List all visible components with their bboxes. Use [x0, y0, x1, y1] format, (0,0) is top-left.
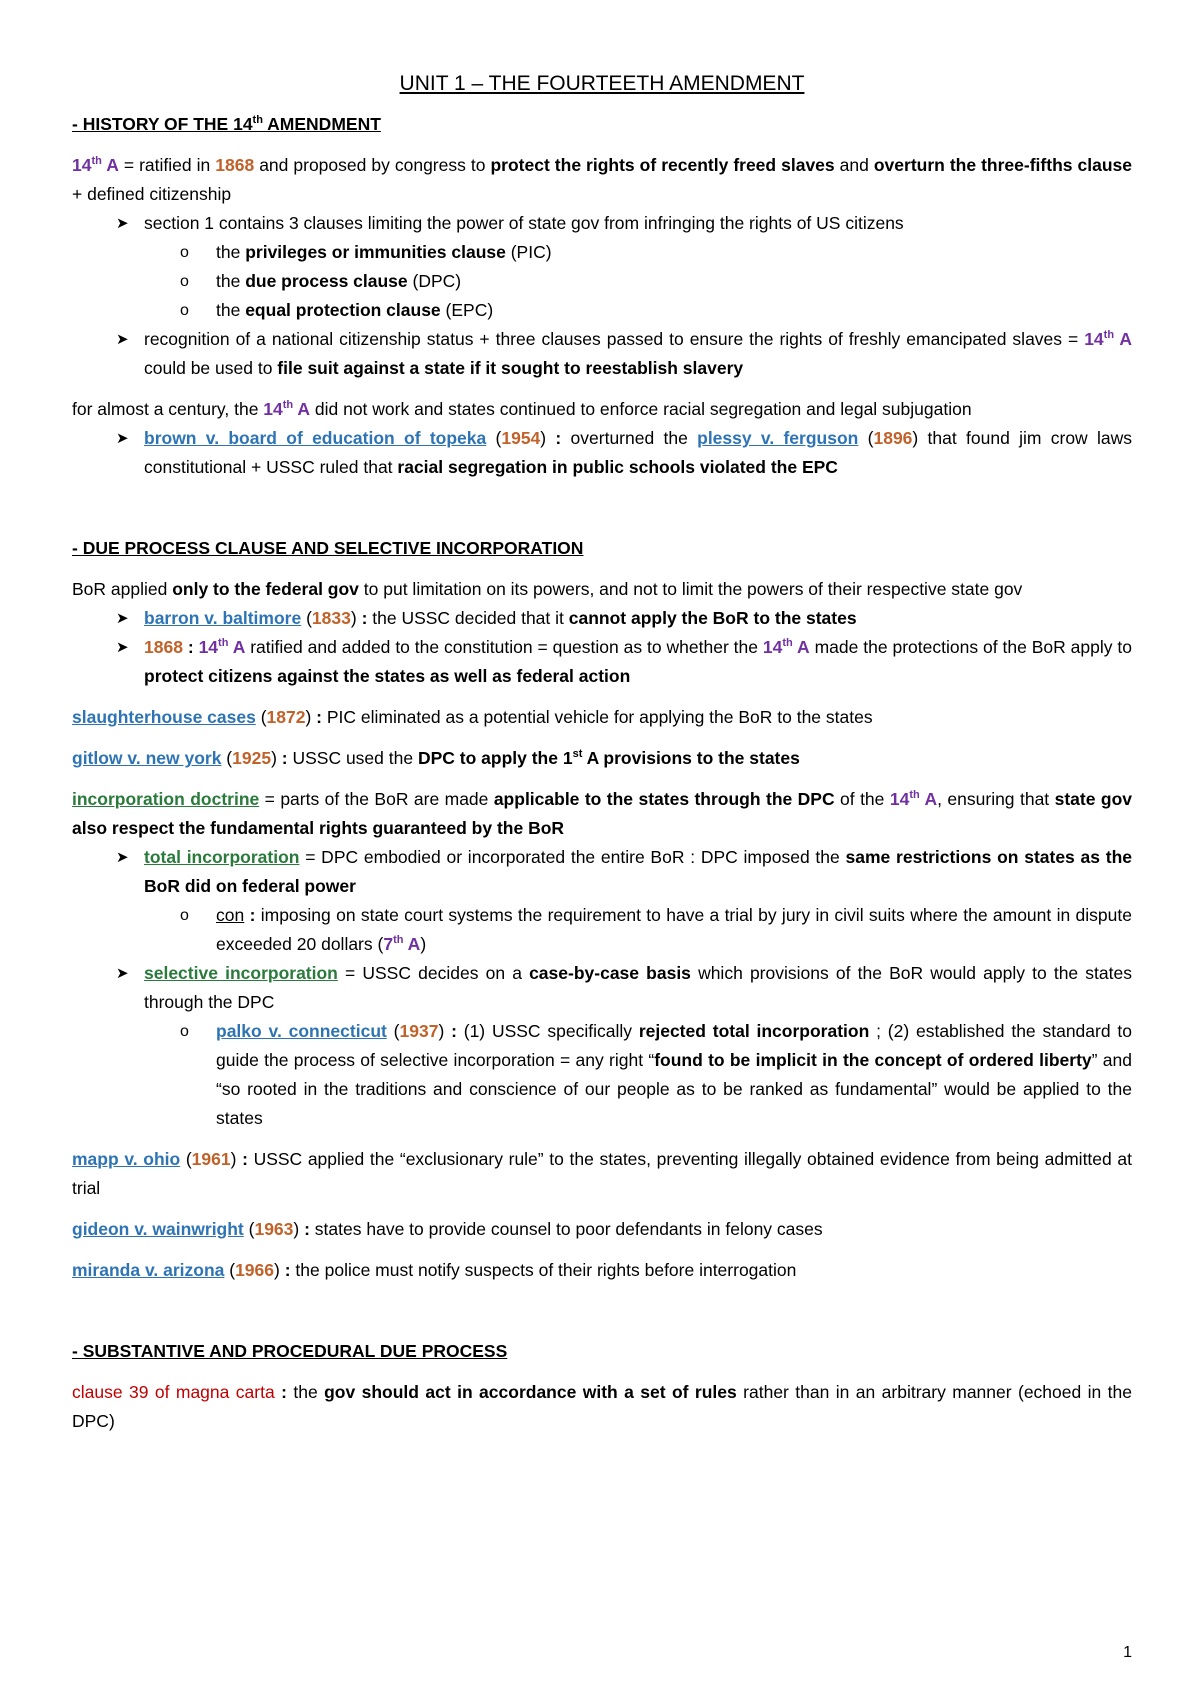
case-link[interactable]: barron v. baltimore: [144, 608, 302, 628]
case-link[interactable]: slaughterhouse cases: [72, 707, 256, 727]
arrow-bullet-icon: ➤: [116, 849, 129, 866]
circle-bullet-icon: o: [180, 907, 189, 924]
list-item: ➤ recognition of a national citizenship status + three clauses passed to ensure the rights of freshly emancipated slaves = 14th A could be used to file suit against a state if it sought to reestablish slavery: [144, 325, 1132, 383]
case-link[interactable]: gideon v. wainwright: [72, 1219, 244, 1239]
circle-bullet-icon: o: [180, 302, 189, 319]
doctrine-term[interactable]: incorporation doctrine: [72, 789, 260, 809]
list-item: ➤ barron v. baltimore (1833) : the USSC decided that it cannot apply the BoR to the states: [144, 604, 1132, 633]
list-item: ➤ 1868 : 14th A ratified and added to the constitution = question as to whether the 14th A made the protections of the BoR apply to protect citizens against the states as well as federal action: [144, 633, 1132, 691]
doctrine-term[interactable]: selective incorporation: [144, 963, 338, 983]
paragraph-incorporation: incorporation doctrine = parts of the BoR are made applicable to the states through the DPC of the 14th A, ensuring that state gov also respect the fundamental rights guaranteed by the BoR: [72, 789, 1132, 838]
page-number: 1: [1123, 1644, 1132, 1661]
case-link[interactable]: plessy v. ferguson: [697, 428, 859, 448]
arrow-bullet-icon: ➤: [116, 639, 129, 656]
paragraph-14th-intro: 14th A = ratified in 1868 and proposed by congress to protect the rights of recently freed slaves and overturn the three-fifths clause + defined citizenship: [72, 155, 1132, 204]
list-item: o palko v. connecticut (1937) : (1) USSC specifically rejected total incorporation ; (2) established the standard to guide the process of selective incorporation = any right “found to be implicit in the concept of ordered liberty” and “so rooted in the traditions and conscience of our people as to be ranked as fundamental” would be applied to the states: [216, 1017, 1132, 1133]
circle-bullet-icon: o: [180, 244, 189, 261]
doctrine-term[interactable]: total incorporation: [144, 847, 300, 867]
case-link[interactable]: brown v. board of education of topeka: [144, 428, 487, 448]
arrow-bullet-icon: ➤: [116, 610, 129, 627]
paragraph-century: for almost a century, the 14th A did not work and states continued to enforce racial segregation and legal subjugation: [72, 399, 972, 419]
case-link[interactable]: mapp v. ohio: [72, 1149, 181, 1169]
document-page: [72, 72, 1132, 1448]
section-heading-due-process: - DUE PROCESS CLAUSE AND SELECTIVE INCORPORATION: [72, 538, 584, 558]
list-item: ➤ section 1 contains 3 clauses limiting the power of state gov from infringing the rights of US citizens o the privileges or immunities clause (PIC) o the due process clause (DPC) o the equal protection clause (EPC): [144, 209, 1132, 325]
list-item: ➤ brown v. board of education of topeka (1954) : overturned the plessy v. ferguson (1896) that found jim crow laws constitutional + USSC ruled that racial segregation in public schools violated the EPC: [144, 424, 1132, 482]
arrow-bullet-icon: ➤: [116, 430, 129, 447]
arrow-bullet-icon: ➤: [116, 215, 129, 232]
list-item: ➤ selective incorporation = USSC decides on a case-by-case basis which provisions of the BoR would apply to the states through the DPC o palko v. connecticut (1937) : (1) USSC specifically rejected total incorporation ; (2) established the standard to guide the process of selective incorporation = any right “found to be implicit in the concept of ordered liberty” and “so rooted in the traditions and conscience of our people as to be ranked as fundamental” would be applied to the states: [144, 959, 1132, 1133]
list-item: o the due process clause (DPC): [216, 267, 1132, 296]
list-item: o con : imposing on state court systems the requirement to have a trial by jury in civil suits where the amount in dispute exceeded 20 dollars (7th A): [216, 901, 1132, 959]
list-item: ➤ total incorporation = DPC embodied or incorporated the entire BoR : DPC imposed the same restrictions on states as the BoR did on federal power o con : imposing on state court systems the requirement to have a trial by jury in civil suits where the amount in dispute exceeded 20 dollars (7th A): [144, 843, 1132, 959]
circle-bullet-icon: o: [180, 273, 189, 290]
paragraph-gideon: gideon v. wainwright (1963) : states have to provide counsel to poor defendants in felony cases: [72, 1219, 823, 1239]
case-link[interactable]: miranda v. arizona: [72, 1260, 225, 1280]
list-item: o the privileges or immunities clause (PIC): [216, 238, 1132, 267]
paragraph-magna-carta: clause 39 of magna carta : the gov should act in accordance with a set of rules rather than in an arbitrary manner (echoed in the DPC): [72, 1382, 1132, 1431]
bullet-list-section1: [72, 209, 1132, 383]
paragraph-miranda: miranda v. arizona (1966) : the police must notify suspects of their rights before interrogation: [72, 1260, 797, 1280]
paragraph-bor: BoR applied only to the federal gov to put limitation on its powers, and not to limit the powers of their respective state gov: [72, 579, 1023, 599]
case-link[interactable]: palko v. connecticut: [216, 1021, 387, 1041]
paragraph-gitlow: gitlow v. new york (1925) : USSC used the DPC to apply the 1st A provisions to the states: [72, 748, 800, 768]
bullet-list-brown: [72, 424, 1132, 482]
section-heading-history: - HISTORY OF THE 14th AMENDMENT: [72, 114, 381, 134]
paragraph-mapp: mapp v. ohio (1961) : USSC applied the “exclusionary rule” to the states, preventing illegally obtained evidence from being admitted at trial: [72, 1149, 1132, 1198]
paragraph-slaughterhouse: slaughterhouse cases (1872) : PIC eliminated as a potential vehicle for applying the BoR to the states: [72, 707, 873, 727]
circle-bullet-icon: o: [180, 1023, 189, 1040]
case-link[interactable]: gitlow v. new york: [72, 748, 222, 768]
page-title: UNIT 1 – THE FOURTEETH AMENDMENT: [399, 72, 805, 95]
bullet-list-barron: [72, 604, 1132, 691]
arrow-bullet-icon: ➤: [116, 331, 129, 348]
bullet-list-incorporation: [72, 843, 1132, 1133]
arrow-bullet-icon: ➤: [116, 965, 129, 982]
list-item: o the equal protection clause (EPC): [216, 296, 1132, 325]
section-heading-substantive: - SUBSTANTIVE AND PROCEDURAL DUE PROCESS: [72, 1341, 508, 1361]
